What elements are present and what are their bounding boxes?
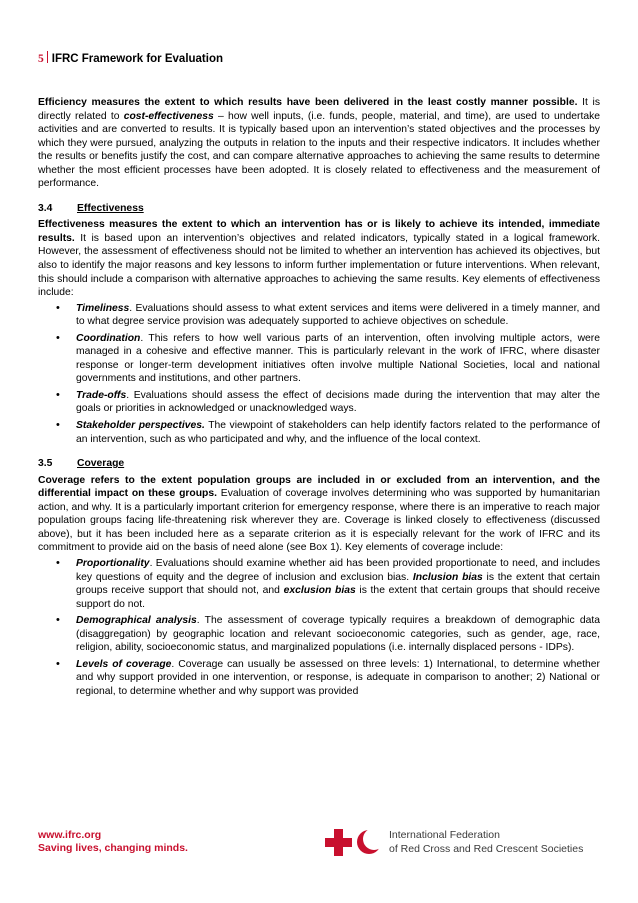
bullet-icon: • [56,556,60,569]
ifrc-logo [325,829,583,856]
bullet-text: . Coverage can usually be assessed on three levels: 1) International, to determine whether and why support provided in one intervention, or response, is adequate in comparison to another; 2) National or regional, to determine whether and why support was provided [76,658,600,697]
bullet-icon: • [56,388,60,401]
footer-tagline: Saving lives, changing minds. [38,842,188,854]
efficiency-text-2: – how well inputs, (i.e. funds, people, material, and time), are used to undertake activities and are converted to results. It is typically based upon an intervention’s stated objectives and the processes by which they were pursued, analyzing the outputs in relation to the inputs and their respective indicators. It includes whether the results or benefits justify the cost, and can compare alternative approaches to achieving the same results to determine whether the most efficient processes have been adopted. It is closely related to effectiveness and the measurement of performance. [38,110,601,190]
coverage-list [38,557,600,698]
list-item [38,419,600,446]
bullet-text: . Evaluations should examine whether aid has been provided proportionate to need, and includes key questions of equity and the degree of inclusion and exclusion bias. [76,557,600,583]
bullet-term: Trade-offs [76,389,127,401]
bullet-icon: • [56,614,60,627]
bullet-term: Levels of coverage [76,658,172,670]
efficiency-lead: Efficiency measures the extent to which results have been delivered in the least costly manner possible. [38,97,578,108]
bullet-icon: • [56,419,60,432]
bullet-term: Inclusion bias [412,571,483,583]
bullet-text: . The assessment of coverage typically requires a breakdown of demographic data (disaggregation) by geographic location and relevant socioeconomic categories, such as gender, age, race, religion, ability, socioeconomic status, and marginalized populations (i.e. internally displaced persons - IDPs). [76,615,600,654]
bullet-term: Stakeholder perspectives. [76,420,205,432]
page-footer [38,829,600,869]
page-number: 5 [38,53,44,65]
org-name-line-1: International Federation [389,829,500,841]
bullet-icon: • [56,657,60,670]
coverage-paragraph [38,474,600,555]
bullet-icon: • [56,301,60,314]
list-item [38,332,600,386]
bullet-text: is the extent that certain groups receive support that should not, and [76,571,600,597]
bullet-icon: • [56,331,60,344]
header-divider [47,51,48,63]
bullet-term: Proportionality [76,557,150,569]
page-header [38,51,223,65]
bullet-text: . Evaluations should assess to what extent services and items were delivered in a timely manner, and to what degree service provision was adequately supported to achieve objectives on schedule. [76,302,600,328]
section-heading-coverage [38,457,600,471]
bullet-text: . This refers to how well various parts of an intervention, often involving multiple actors, were managed in a cohesive and effective manner. This is particularly relevant in the work of IFRC, where disaster response or longer-term development initiatives often involve multiple National Societies, local and national governments and institutions, and other partners. [76,332,600,385]
coverage-lead: Coverage refers to the extent population groups are included in or excluded from an intervention, and the differential impact on these groups. [38,474,600,500]
bullet-term: Coordination [76,332,141,344]
document-body [38,96,600,701]
list-item [38,658,600,699]
footer-organization [389,829,583,856]
bullet-text: . Evaluations should assess the effect of decisions made during the intervention that may alter the goals or priorities in acknowledged or unacknowledged ways. [76,389,600,415]
effectiveness-paragraph [38,218,600,299]
section-number: 3.5 [38,458,53,470]
bullet-term: exclusion bias [283,585,356,597]
section-heading-effectiveness [38,202,600,216]
list-item [38,302,600,329]
bullet-text: The viewpoint of stakeholders can help identify factors related to the performance of an intervention, such as who participated and why, and the influence of the local context. [76,420,600,445]
section-title: Coverage [77,458,125,470]
footer-brand [38,829,188,855]
list-item [38,614,600,655]
effectiveness-lead: Effectiveness measures the extent to which an intervention has or is likely to achieve its intended, immediate results. [38,219,600,244]
efficiency-term: cost-effectiveness [123,110,214,122]
red-crescent-icon [355,829,381,856]
footer-url[interactable]: www.ifrc.org [38,829,102,841]
efficiency-text-1: It is directly related to [38,97,600,122]
list-item [38,557,600,611]
coverage-text: Evaluation of coverage involves determining who was supported by humanitarian action, and why. It is a particularly important criterion for emergency response, where there is an imperative to reach major population groups facing life-threatening risk wherever they are. Coverage is linked closely to effectiveness (discussed above), but it has been included here as a separate criterion as it is especially relevant for the work of IFRC and its commitment to provide aid on the basis of need alone (see Box 1). Key elements of coverage include: [38,488,600,554]
bullet-text: is the extent that certain groups that should receive support do not. [76,585,600,610]
header-title: IFRC Framework for Evaluation [51,53,224,65]
effectiveness-list [38,302,600,446]
bullet-term: Timeliness [76,302,130,314]
red-cross-icon [325,829,352,856]
effectiveness-text: It is based upon an intervention’s objectives and related indicators, typically stated in a logical framework. However, the assessment of effectiveness should not be limited to whether an intervention has achieved its objectives, but also to identify the major reasons and key lessons to inform further implementation or future interventions. When relevant, this should include a comparison with alternative approaches to achieving the same results. Key elements of effectiveness include: [38,232,600,299]
section-title: Effectiveness [77,202,144,214]
bullet-term: Demographical analysis [76,615,197,627]
section-number: 3.4 [38,202,53,214]
list-item [38,389,600,416]
efficiency-paragraph [38,96,600,191]
org-name-line-2: of Red Cross and Red Crescent Societies [389,842,584,855]
